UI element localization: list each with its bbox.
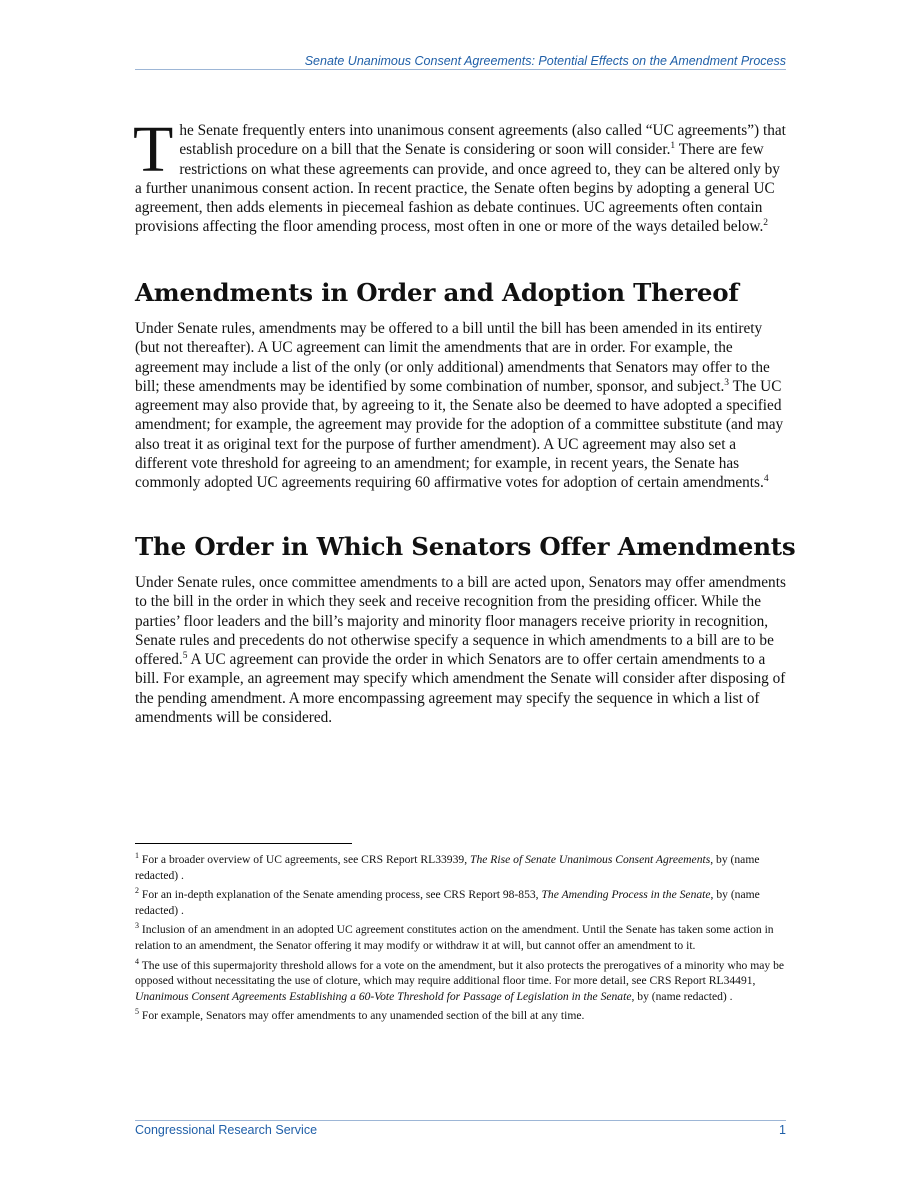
section2-paragraph [135, 573, 786, 727]
footnote-ref-2[interactable]: 2 [763, 218, 769, 229]
section2-text-b: A UC agreement can provide the order in which Senators are to offer certain amendments to a bill. For example, an agreement may specify which amendment the Senate will consider after disposing of the pending amendment. A more encompassing agreement may specify the sequence in which a list of amendments will be considered. [135, 651, 786, 727]
footnote-text: , by (name redacted) . [631, 989, 733, 1003]
footnote-text: For a broader overview of UC agreements, see CRS Report RL33939, [139, 853, 470, 866]
footnote-text: For example, Senators may offer amendments to any unamended section of the bill at any time. [139, 1009, 585, 1023]
footnote-number: 3 [135, 921, 139, 931]
footnote-number: 4 [135, 956, 139, 966]
section-heading-order-of-amendments: The Order in Which Senators Offer Amendments [135, 532, 796, 561]
report-title: Unanimous Consent Agreements Establishing a 60-Vote Threshold for Passage of Legislation in the Senate [135, 989, 632, 1003]
footnotes [135, 852, 786, 1028]
page-number: 1 [779, 1123, 786, 1137]
intro-text-b: There are few restrictions on what these agreements can provide, and once agreed to, they can be altered only by a further unanimous consent action. In recent practice, the Senate often begins by adopting a general UC agreement, then adds elements in piecemeal fashion as debate continues. UC agreements often contain provisions affecting the floor amending process, most often in one or more of the ways detailed below. [135, 141, 780, 236]
footnote-text: The use of this supermajority threshold allows for a vote on the amendment, but it also protects the prerogatives of a minority who may be opposed without necessitating the use of cloture, which may require additional floor time. For more detail, see CRS Report RL34491, [135, 958, 785, 988]
footnote-text: , by (name redacted) . [135, 853, 760, 882]
footnote-1 [135, 852, 786, 883]
report-title: The Amending Process in the Senate [541, 888, 711, 902]
footnote-ref-4[interactable]: 4 [763, 474, 769, 485]
report-title: The Rise of Senate Unanimous Consent Agreements [470, 853, 711, 866]
footnote-number: 2 [135, 886, 139, 896]
footnote-text: For an in-depth explanation of the Senate amending process, see CRS Report 98-853, [139, 888, 542, 902]
header-rule [135, 69, 786, 70]
intro-paragraph [133, 113, 786, 237]
footnote-text: , by (name redacted) . [135, 888, 760, 917]
footnote-ref-3[interactable]: 3 [724, 377, 730, 388]
intro-text-a: he Senate frequently enters into unanimous consent agreements (also called “UC agreements”) that establish procedure on a bill that the Senate is considering or soon will consider. [179, 122, 786, 159]
footnote-number: 5 [135, 1007, 139, 1017]
section2-text-a: Under Senate rules, once committee amendments to a bill are acted upon, Senators may offer amendments to the bill in the order in which they seek and receive recognition from the presiding officer. While the parties’ floor leaders and the bill’s majority and minority floor managers receive priority in recognition, Senate rules and precedents do not otherwise specify a sequence in which amendments to a bill are to be offered. [135, 574, 786, 669]
footnote-5 [135, 1008, 786, 1024]
footnote-ref-5[interactable]: 5 [182, 651, 188, 662]
footer-publisher: Congressional Research Service [135, 1123, 318, 1137]
footnote-3 [135, 922, 786, 953]
drop-cap: T [133, 113, 174, 186]
footer-rule [135, 1120, 786, 1121]
footnote-text: Inclusion of an amendment in an adopted UC agreement constitutes action on the amendment. Until the Senate has taken some action in relation to an amendment, the Senator offering it may modify or withdraw it at will, but cannot offer an amendment to it. [135, 923, 774, 952]
section-heading-amendments-in-order: Amendments in Order and Adoption Thereof [135, 278, 739, 307]
running-header: Senate Unanimous Consent Agreements: Potential Effects on the Amendment Process [304, 54, 786, 68]
section1-paragraph [135, 319, 786, 493]
footnote-separator [135, 843, 352, 844]
footnote-4 [135, 958, 786, 1005]
footnote-number: 1 [135, 851, 139, 861]
section1-text-a: Under Senate rules, amendments may be offered to a bill until the bill has been amended in its entirety (but not thereafter). A UC agreement can limit the amendments that are in order. For example, the agreement may include a list of the only (or only additional) amendments that Senators may offer to the bill; these amendments may be identified by some combination of number, sponsor, and subject. [135, 320, 770, 395]
section1-text-b: The UC agreement may also provide that, by agreeing to it, the Senate also be deemed to have adopted a specified amendment; for example, the agreement may provide for the adoption of a committee substitute (and may also treat it as original text for the purpose of further amendment). A UC agreement may also set a different vote threshold for agreeing to an amendment; for example, in recent years, the Senate has commonly adopted UC agreements requiring 60 affirmative votes for adoption of certain amendments. [135, 377, 784, 492]
footnote-2 [135, 887, 786, 918]
footnote-ref-1[interactable]: 1 [670, 141, 676, 152]
